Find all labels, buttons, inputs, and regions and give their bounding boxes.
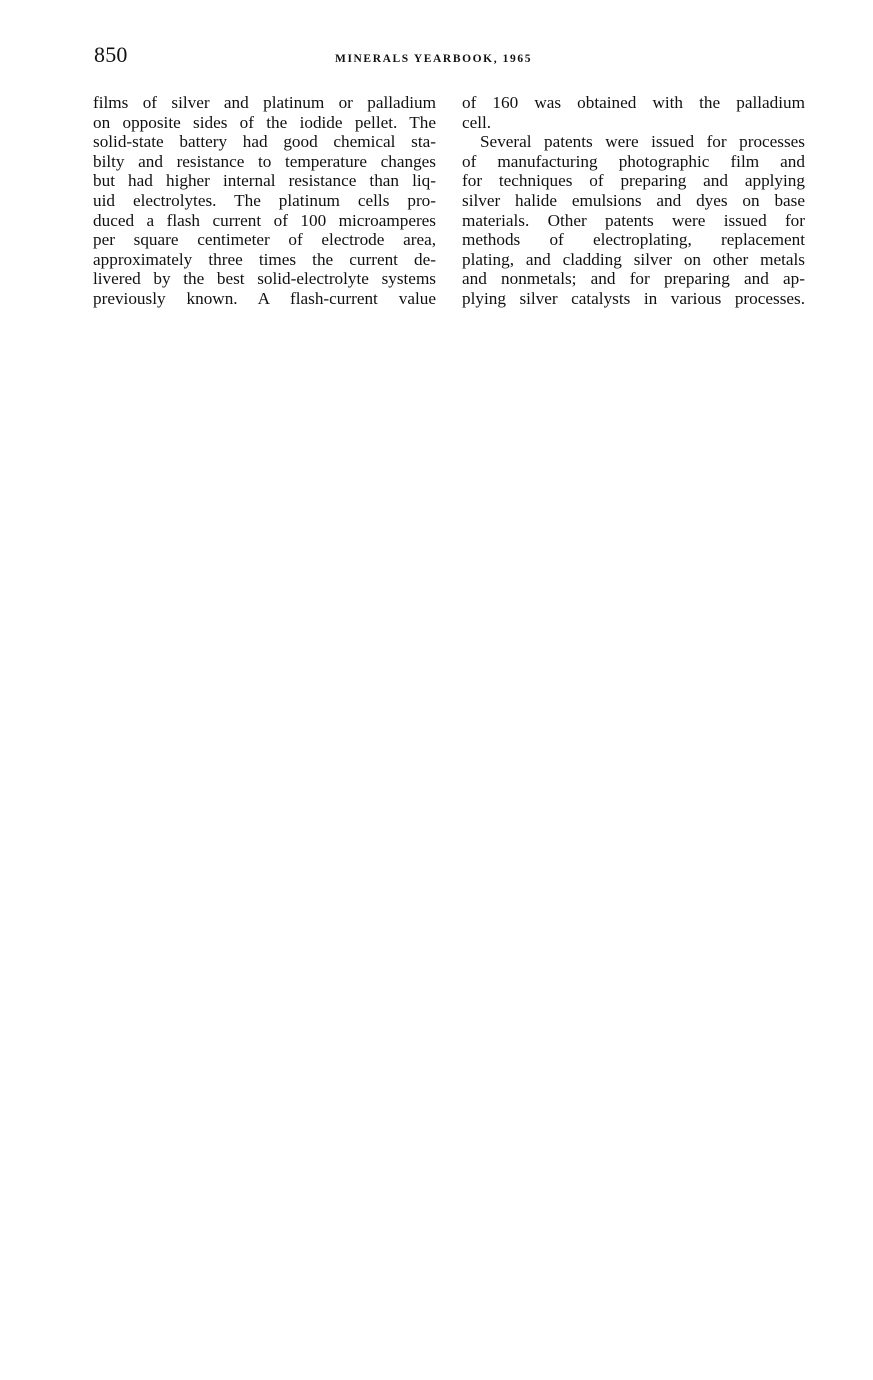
text-line: but had higher internal resistance than liq- <box>93 171 436 191</box>
text-line: films of silver and platinum or palladium <box>93 93 436 112</box>
text-line: on opposite sides of the iodide pellet. The <box>93 112 436 132</box>
text-line: materials. Other patents were issued for <box>462 210 805 230</box>
text-line: for techniques of preparing and applying <box>462 171 805 191</box>
text-line: per square centimeter of electrode area, <box>93 230 436 250</box>
text-line: methods of electroplating, replacement <box>462 230 805 250</box>
text-line: and nonmetals; and for preparing and ap- <box>462 269 805 289</box>
text-line: plating, and cladding silver on other metals <box>462 249 805 269</box>
text-line: silver halide emulsions and dyes on base <box>462 190 805 210</box>
page-number: 850 <box>94 42 128 67</box>
text-line: cell. <box>462 112 492 132</box>
text-line: livered by the best solid-electrolyte systems <box>93 269 436 289</box>
left-column <box>93 93 436 309</box>
text-line: duced a flash current of 100 microamperes <box>93 210 436 230</box>
running-title: MINERALS YEARBOOK, 1965 <box>335 53 533 65</box>
text-line: approximately three times the current de- <box>93 249 436 269</box>
text-line: solid-state battery had good chemical sta- <box>93 132 436 152</box>
left-paragraph <box>93 93 436 309</box>
text-line: uid electrolytes. The platinum cells pro- <box>93 190 436 210</box>
right-paragraph-patents <box>462 132 805 308</box>
text-line: previously known. A flash-current value <box>93 288 436 308</box>
right-paragraph-continued <box>462 93 805 132</box>
text-line: bilty and resistance to temperature changes <box>93 151 436 171</box>
right-column <box>462 93 805 309</box>
text-line: Several patents were issued for processes <box>480 132 805 152</box>
text-line: of manufacturing photographic film and <box>462 151 805 171</box>
text-line: plying silver catalysts in various processes. <box>462 288 805 308</box>
text-line: of 160 was obtained with the palladium <box>462 93 805 112</box>
